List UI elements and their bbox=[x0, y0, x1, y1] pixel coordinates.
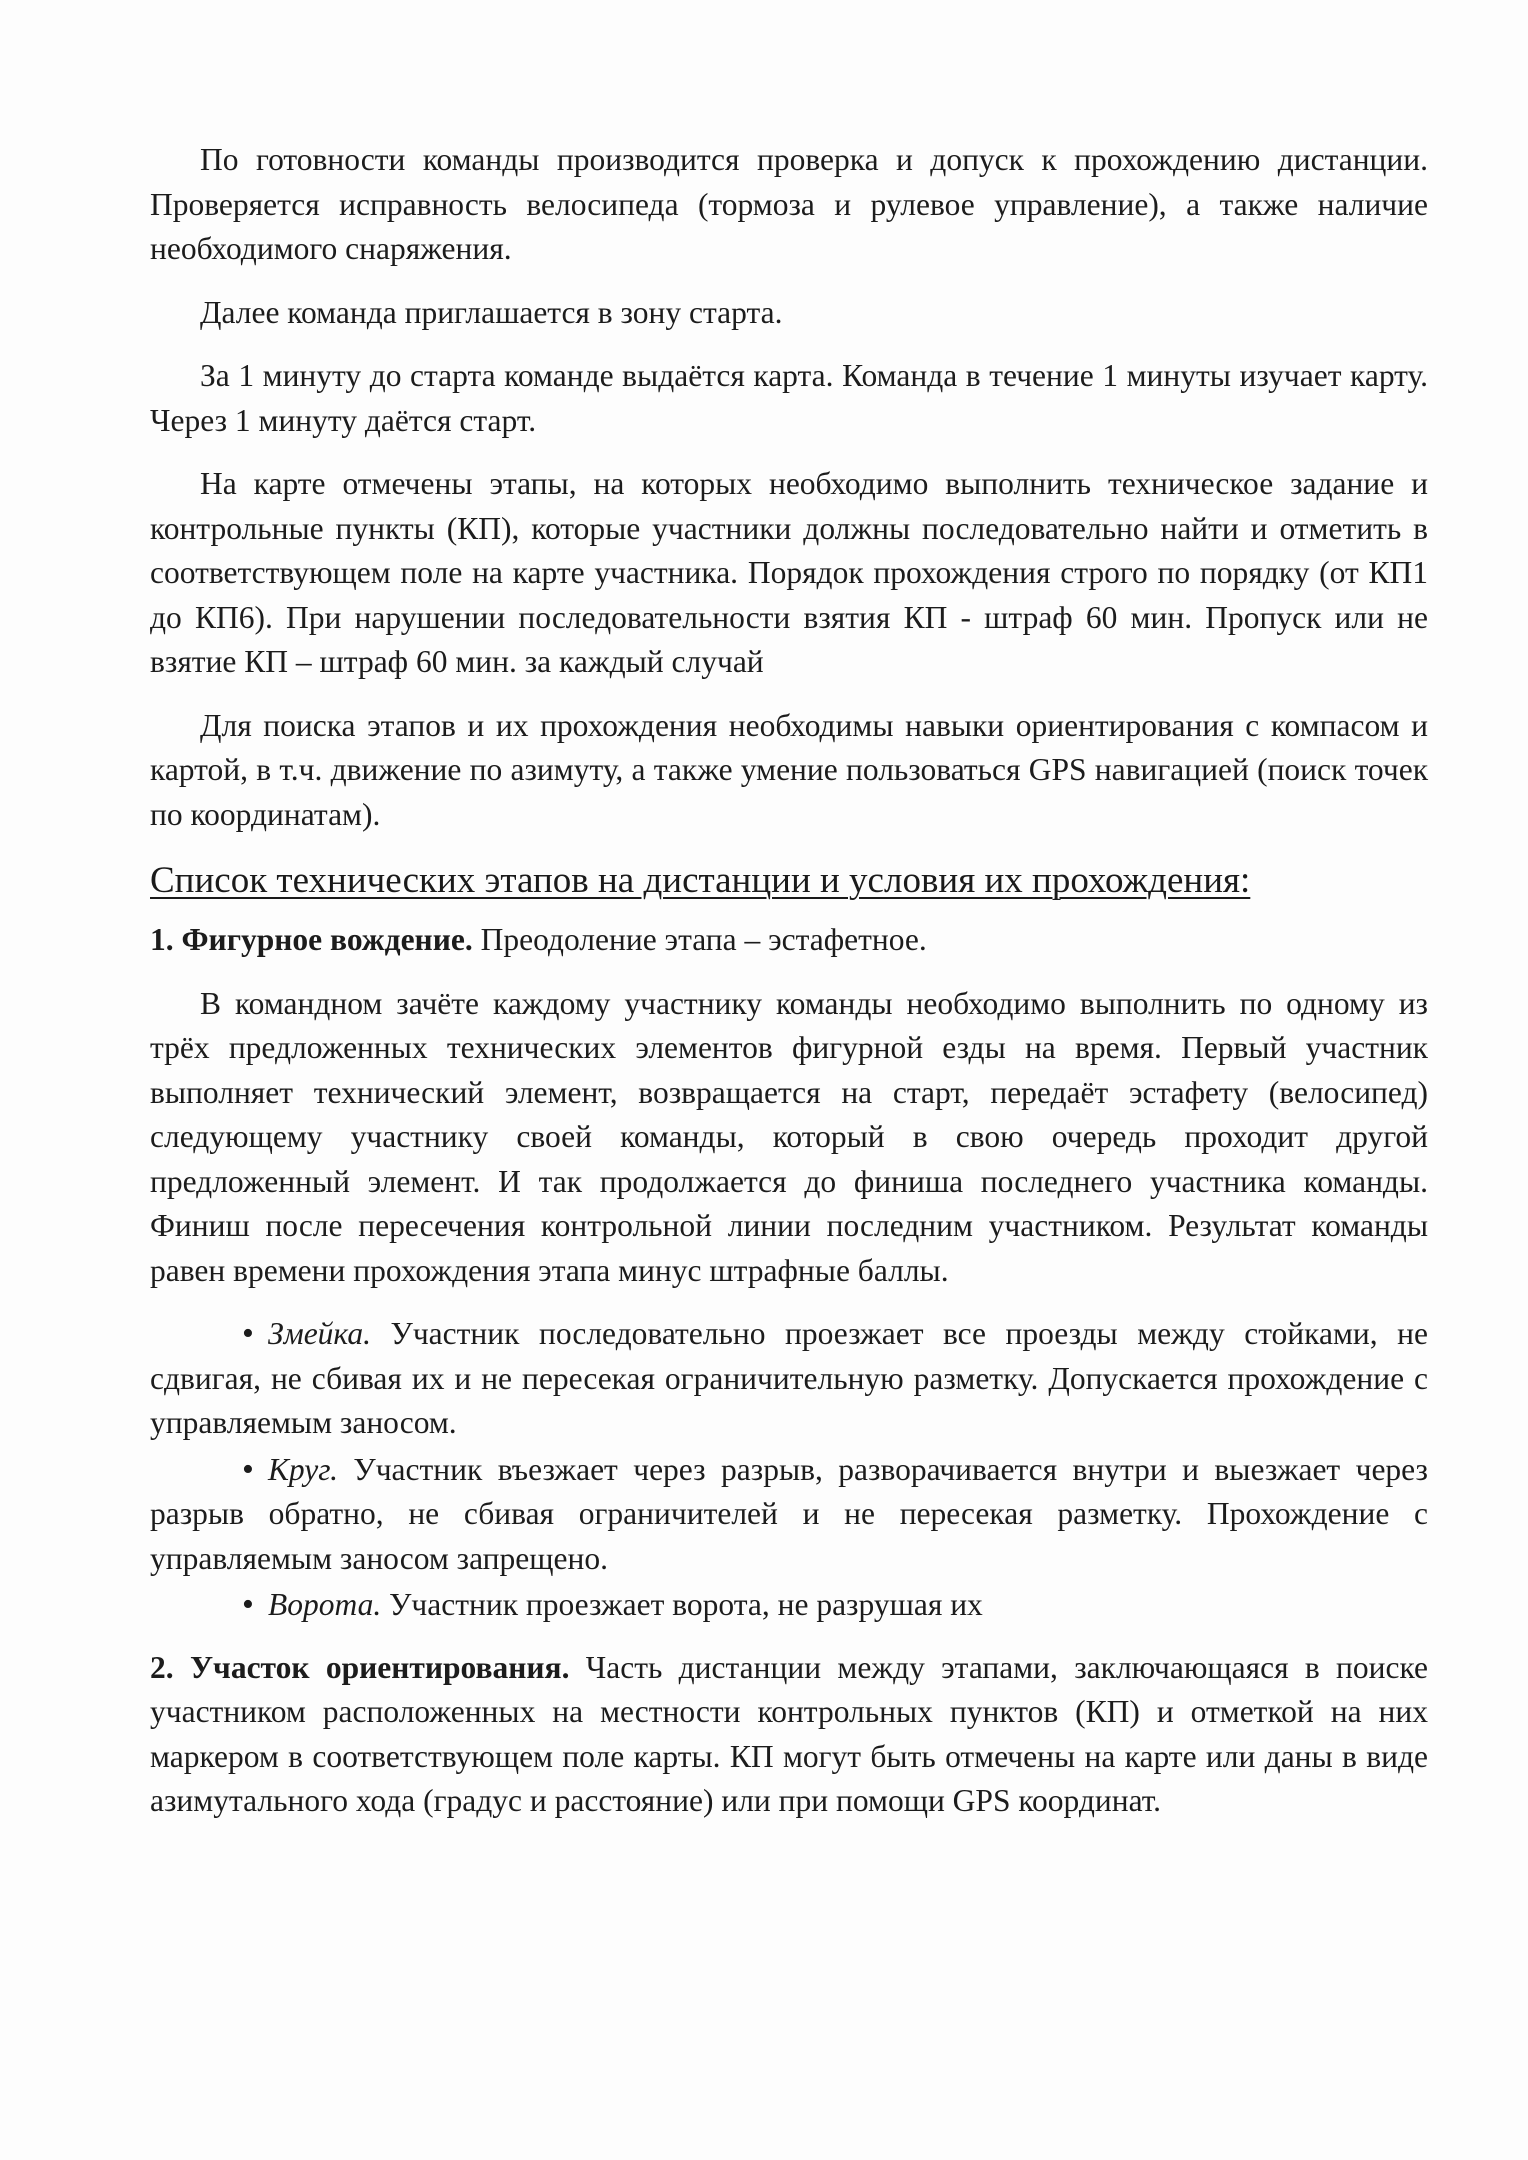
element-name: Круг. bbox=[268, 1451, 338, 1487]
list-item bbox=[150, 1448, 1428, 1582]
stage-2-title: 2. Участок ориентирования. bbox=[150, 1649, 570, 1685]
list-item bbox=[150, 1583, 1428, 1628]
list-item bbox=[150, 1312, 1428, 1446]
stage-1-title: 1. Фигурное вождение. bbox=[150, 922, 473, 957]
bullet-icon bbox=[242, 1448, 268, 1493]
element-name: Змейка. bbox=[268, 1316, 372, 1351]
stage-1-elements-list bbox=[150, 1312, 1428, 1628]
stage-1-mode: Преодоление этапа – эстафетное. bbox=[472, 922, 927, 957]
intro-paragraph-map: За 1 минуту до старта команде выдаётся карта. Команда в течение 1 минуты изучает карту. Через 1 минуту даётся старт. bbox=[150, 358, 1428, 438]
element-text: Участник въезжает через разрыв, разворачивается внутри и выезжает через разрыв обратно, не сбивая ограничителей и не пересекая разметку. Прохождение с управляемым заносом запрещено. bbox=[150, 1451, 1428, 1576]
intro-paragraph-readiness: По готовности команды производится проверка и допуск к прохождению дистанции. Проверяется исправность велосипеда (тормоза и рулевое управление), а также наличие необходимого снаряжения. bbox=[150, 142, 1428, 266]
element-text: Участник последовательно проезжает все проезды между стойками, не сдвигая, не сбивая их и не пересекая ограничительную разметку. Допускается прохождение с управляемым заносом. bbox=[150, 1316, 1428, 1440]
intro-paragraph-navigation: Для поиска этапов и их прохождения необходимы навыки ориентирования с компасом и картой, в т.ч. движение по азимуту, а также умение пользоваться GPS навигацией (поиск точек по координатам). bbox=[150, 707, 1428, 832]
section-title: Список технических этапов на дистанции и условия их прохождения: bbox=[150, 860, 1251, 901]
element-name: Ворота. bbox=[268, 1587, 382, 1622]
stage-2-paragraph bbox=[150, 1646, 1428, 1824]
bullet-icon bbox=[242, 1583, 268, 1628]
bullet-icon bbox=[242, 1312, 268, 1357]
stage-1-description: В командном зачёте каждому участнику команды необходимо выполнить по одному из трёх предложенных технических элементов фигурной езды на время. Первый участник выполняет технический элемент, возвращается на старт, передаёт эстафету (велосипед) следующему участнику своей команды, который в свою очередь проходит другой предложенный элемент. И так продолжается до финиша последнего участника команды. Финиш после пересечения контрольной линии последним участником. Результат команды равен времени прохождения этапа минус штрафные баллы. bbox=[150, 985, 1428, 1288]
stage-2-text: Часть дистанции между этапами, заключающаяся в поиске участником расположенных на местности контрольных пунктов (КП) и отметкой на них маркером в соответствующем поле карты. КП могут быть отмечены на карте или даны в виде азимутального хода (градус и расстояние) или при помощи GPS координат. bbox=[150, 1649, 1428, 1818]
intro-paragraph-checkpoints: На карте отмечены этапы, на которых необходимо выполнить техническое задание и контрольные пункты (КП), которые участники должны последовательно найти и отметить в соответствующем поле на карте участника. Порядок прохождения строго по порядку (от КП1 до КП6). При нарушении последовательности взятия КП - штраф 60 мин. Пропуск или не взятие КП – штраф 60 мин. за каждый случай bbox=[150, 466, 1428, 679]
stage-1-heading bbox=[150, 918, 1428, 963]
element-text: Участник проезжает ворота, не разрушая их bbox=[381, 1587, 983, 1622]
intro-paragraph-start-zone: Далее команда приглашается в зону старта. bbox=[200, 294, 783, 330]
